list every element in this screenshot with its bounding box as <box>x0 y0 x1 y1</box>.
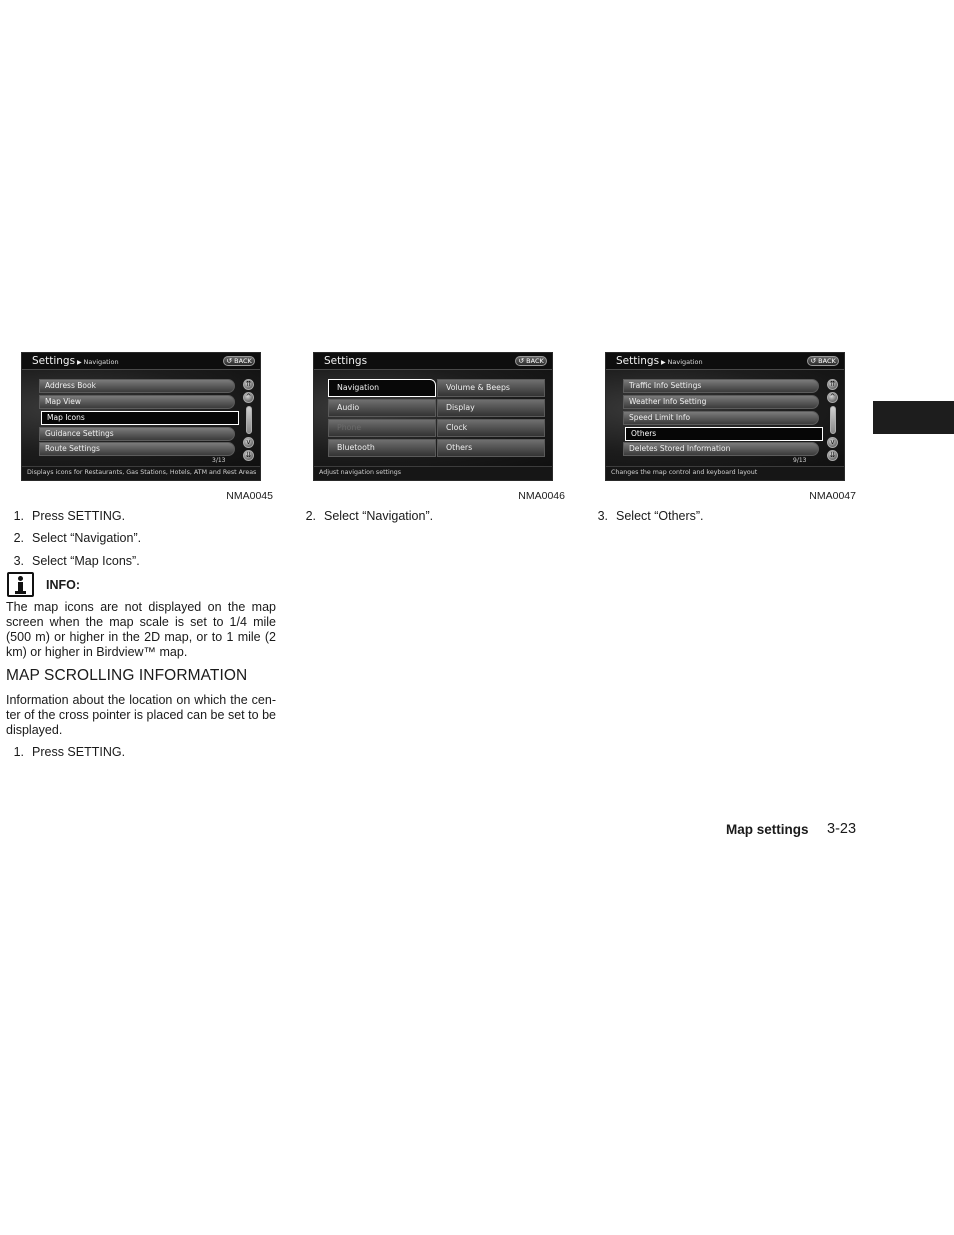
screen-footer: Adjust navigation settings <box>314 466 552 480</box>
step-3: 3. Select “Map Icons”. <box>13 554 140 568</box>
menu-item-guidance-settings[interactable]: Guidance Settings <box>39 427 235 441</box>
back-button[interactable]: ↺ BACK <box>807 356 839 366</box>
scroll-down-icon[interactable]: v <box>827 437 838 448</box>
info-label: INFO: <box>46 578 81 592</box>
step-3-col3: 3. Select “Others”. <box>597 509 704 523</box>
menu-item-display[interactable]: Display <box>437 399 545 417</box>
page-up-icon[interactable]: ⇈ <box>243 379 254 390</box>
back-arrow-icon: ↺ <box>810 357 817 365</box>
figure-code: NMA0046 <box>518 490 565 502</box>
screen-footer: Displays icons for Restaurants, Gas Stations, Hotels, ATM and Rest Areas <box>22 466 260 480</box>
page-down-icon[interactable]: ⇊ <box>827 450 838 461</box>
menu-item-address-book[interactable]: Address Book <box>39 379 235 393</box>
footer-section: Map settings <box>726 822 809 837</box>
back-button[interactable]: ↺ BACK <box>223 356 255 366</box>
page-indicator: 9/13 <box>793 457 807 464</box>
menu-item-phone: Phone <box>328 419 436 437</box>
intro-text: Information about the location on which the cen-ter of the cross pointer is placed can be set to be displayed. <box>6 693 276 737</box>
menu-item-route-settings[interactable]: Route Settings <box>39 442 235 456</box>
menu-item-navigation[interactable]: Navigation <box>328 379 436 397</box>
screen-title: Settings ▶ Navigation <box>32 355 119 367</box>
screen-title: Settings ▶ Navigation <box>616 355 703 367</box>
scroll-down-icon[interactable]: v <box>243 437 254 448</box>
screen-map-icons <box>21 352 261 481</box>
step-2-col2: 2. Select “Navigation”. <box>305 509 434 523</box>
menu-item-speed-limit-info[interactable]: Speed Limit Info <box>623 411 819 425</box>
menu-item-deletes-stored-information[interactable]: Deletes Stored Information <box>623 442 819 456</box>
screen-settings <box>313 352 553 481</box>
back-button[interactable]: ↺ BACK <box>515 356 547 366</box>
figure-code: NMA0045 <box>226 490 273 502</box>
menu-item-weather-info-setting[interactable]: Weather Info Setting <box>623 395 819 409</box>
screen-body <box>314 370 552 466</box>
screen-footer: Changes the map control and keyboard layout <box>606 466 844 480</box>
figure-code: NMA0047 <box>809 490 856 502</box>
chapter-tab <box>873 401 954 434</box>
screen-body <box>22 370 260 466</box>
back-arrow-icon: ↺ <box>518 357 525 365</box>
menu-item-others[interactable]: Others <box>625 427 823 441</box>
menu-item-volume-beeps[interactable]: Volume & Beeps <box>437 379 545 397</box>
step-2: 2. Select “Navigation”. <box>13 531 142 545</box>
info-text: The map icons are not displayed on the map screen when the map scale is set to 1/4 mile (500 m) or higher in the 2D map, or to 1 mile (2 km) or higher in Birdview™ map. <box>6 600 276 659</box>
menu-item-clock[interactable]: Clock <box>437 419 545 437</box>
step-1: 1. Press SETTING. <box>13 509 126 523</box>
menu-item-audio[interactable]: Audio <box>328 399 436 417</box>
page-number: 3-23 <box>827 821 857 837</box>
page-indicator: 3/13 <box>212 457 226 464</box>
menu-item-map-icons[interactable]: Map Icons <box>41 411 239 425</box>
page-up-icon[interactable]: ⇈ <box>827 379 838 390</box>
page-down-icon[interactable]: ⇊ <box>243 450 254 461</box>
info-icon <box>7 572 34 597</box>
menu-item-map-view[interactable]: Map View <box>39 395 235 409</box>
menu-item-bluetooth[interactable]: Bluetooth <box>328 439 436 457</box>
scroll-up-icon[interactable]: ^ <box>243 392 254 403</box>
scrollbar[interactable] <box>830 406 836 434</box>
back-arrow-icon: ↺ <box>226 357 233 365</box>
scrollbar[interactable] <box>246 406 252 434</box>
menu-item-traffic-info-settings[interactable]: Traffic Info Settings <box>623 379 819 393</box>
section-heading: MAP SCROLLING INFORMATION <box>6 667 248 684</box>
menu-item-others[interactable]: Others <box>437 439 545 457</box>
screen-others <box>605 352 845 481</box>
screen-title: Settings <box>324 355 368 367</box>
screen-body <box>606 370 844 466</box>
scroll-up-icon[interactable]: ^ <box>827 392 838 403</box>
step-1-scrolling: 1. Press SETTING. <box>13 745 126 759</box>
